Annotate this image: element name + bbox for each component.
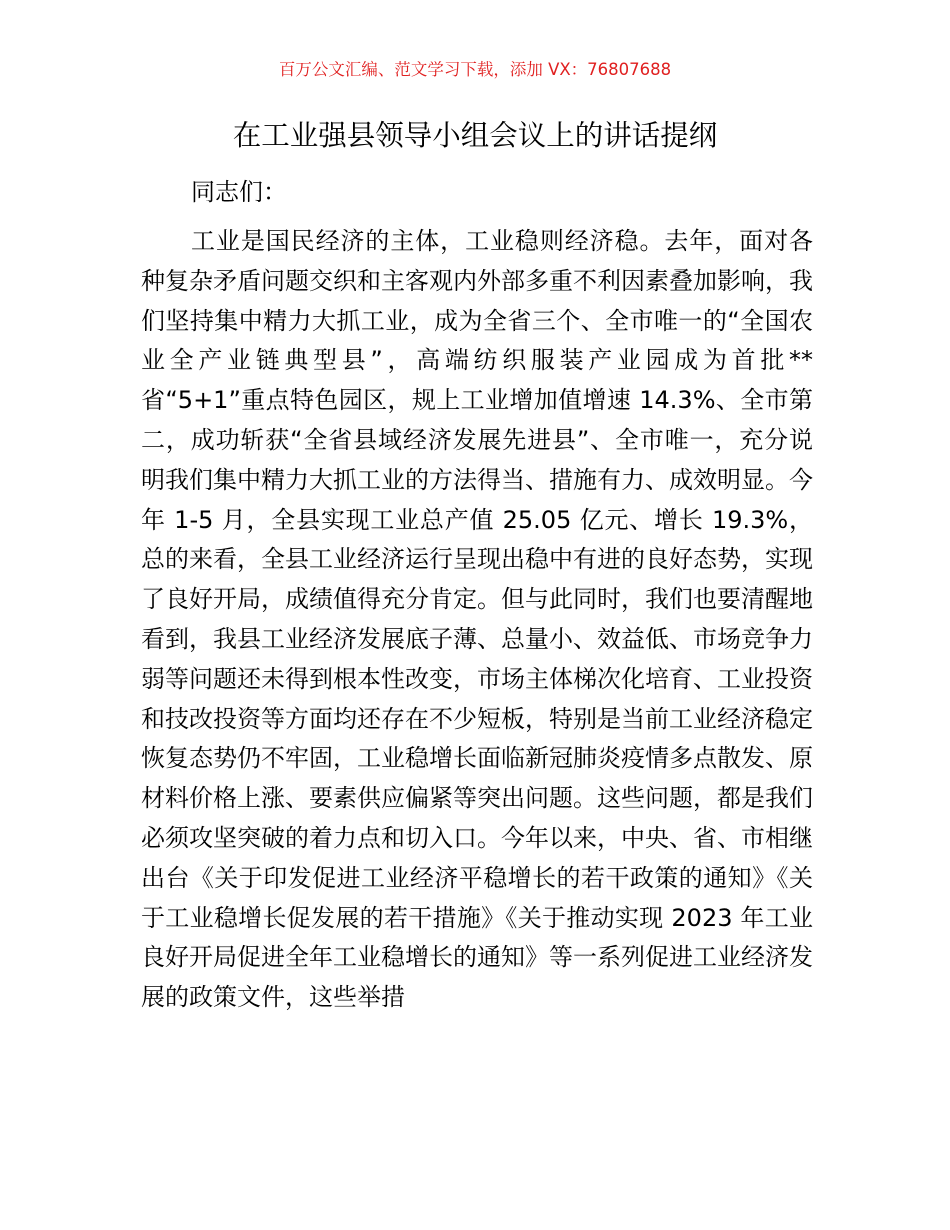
- document-title: 在工业强县领导小组会议上的讲话提纲: [232, 119, 718, 152]
- body-paragraph: 工业是国民经济的主体，工业稳则经济稳。去年，面对各种复杂矛盾问题交织和主客观内外部多重不利因素叠加影响，我们坚持集中精力大抓工业，成为全省三个、全市唯一的“全国农业全产业链典型县”，高端纺织服装产业园成为首批**省“5+1”重点特色园区，规上工业增加值增速 14.3%、全市第二，成功斩获“全省县域经济发展先进县”、全市唯一，充分说明我们集中精力大抓工业的方法得当、措施有力、成效明显。今年 1-5 月，全县实现工业总产值 25.05 亿元、增长 19.3%，总的来看，全县工业经济运行呈现出稳中有进的良好态势，实现了良好开局，成绩值得充分肯定。但与此同时，我们也要清醒地看到，我县工业经济发展底子薄、总量小、效益低、市场竞争力弱等问题还未得到根本性改变，市场主体梯次化培育、工业投资和技改投资等方面均还存在不少短板，特别是当前工业经济稳定恢复态势仍不牢固，工业稳增长面临新冠肺炎疫情多点散发、原材料价格上涨、要素供应偏紧等突出问题。这些问题，都是我们必须攻坚突破的着力点和切入口。今年以来，中央、省、市相继出台《关于印发促进工业经济平稳增长的若干政策的通知》《关于工业稳增长促发展的若干措施》《关于推动实现 2023 年工业良好开局促进全年工业稳增长的通知》等一系列促进工业经济发展的政策文件，这些举措: [141, 227, 813, 1012]
- salutation: 同志们：: [191, 178, 287, 206]
- watermark-header: 百万公文汇编、范文学习下载，添加 VX：76807688: [278, 60, 672, 79]
